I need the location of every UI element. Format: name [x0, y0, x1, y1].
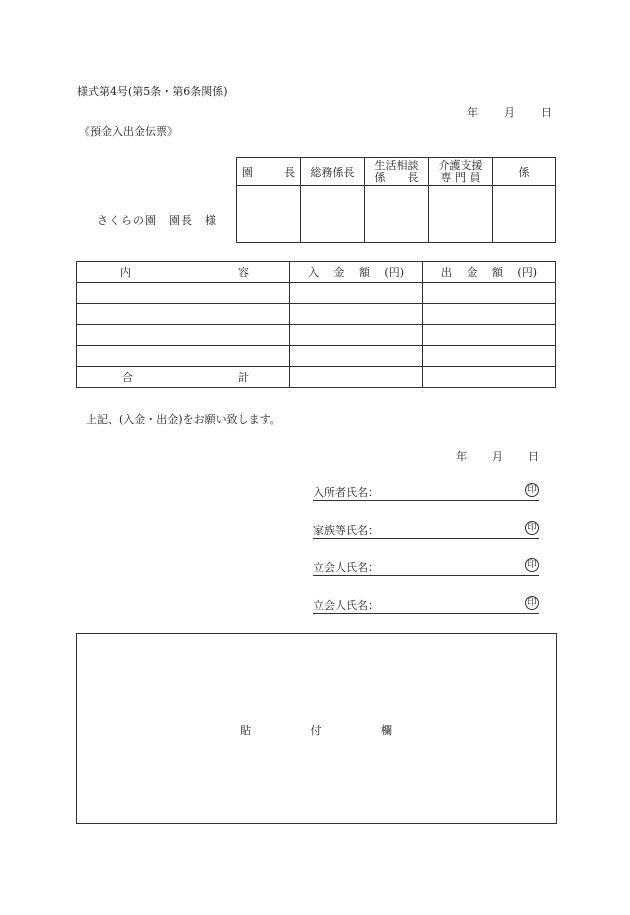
stamp-cell-staff[interactable] [493, 186, 556, 243]
withdrawal-header: 出 金 額 (円) [423, 262, 556, 283]
approval-header-director: 園 長 [237, 158, 301, 186]
seal-icon: 印 [525, 483, 539, 497]
approval-header-life-consultation: 生活相談 係 長 [365, 158, 429, 186]
paste-area [76, 633, 557, 824]
total-label: 合 計 [77, 367, 290, 388]
stamp-cell-life-consultation[interactable] [365, 186, 429, 243]
family-name-field[interactable] [313, 522, 539, 539]
addressee: さくらの園 園長 様 [97, 214, 217, 227]
withdrawal-total-cell[interactable] [423, 367, 556, 388]
table-row [77, 283, 556, 304]
table-row [77, 325, 556, 346]
witness-name-field-1[interactable] [313, 559, 539, 576]
withdrawal-cell[interactable] [423, 346, 556, 367]
deposit-header: 入 金 額 (円) [290, 262, 423, 283]
content-header: 内 容 [77, 262, 290, 283]
year-label: 年 [467, 106, 478, 119]
deposit-cell[interactable] [290, 304, 423, 325]
witness-name-label: 立会人氏名： [313, 599, 379, 612]
approval-table [236, 157, 556, 243]
approval-header-general-affairs: 総務係長 [301, 158, 365, 186]
deposit-cell[interactable] [290, 283, 423, 304]
deposit-cell[interactable] [290, 325, 423, 346]
request-text: 上記、(入金・出金)をお願い致します。 [86, 413, 281, 426]
date-fields-top [467, 104, 552, 120]
resident-name-field[interactable] [313, 484, 539, 501]
stamp-cell-care-support[interactable] [429, 186, 493, 243]
seal-icon: 印 [525, 558, 539, 572]
table-row [77, 304, 556, 325]
witness-name-label: 立会人氏名： [313, 561, 379, 574]
withdrawal-cell[interactable] [423, 283, 556, 304]
content-cell[interactable] [77, 304, 290, 325]
approval-header-staff: 係 [493, 158, 556, 186]
form-number: 様式第4号(第5条・第6条関係) [77, 85, 228, 98]
day-label: 日 [541, 106, 552, 119]
day-label: 日 [528, 450, 539, 463]
family-name-label: 家族等氏名： [313, 524, 379, 537]
stamp-cell-general-affairs[interactable] [301, 186, 365, 243]
month-label: 月 [504, 106, 515, 119]
seal-icon: 印 [525, 521, 539, 535]
content-cell[interactable] [77, 346, 290, 367]
total-row [77, 367, 556, 388]
year-label: 年 [456, 450, 467, 463]
seal-icon: 印 [525, 596, 539, 610]
slip-title: 《預金入出金伝票》 [79, 125, 178, 138]
withdrawal-cell[interactable] [423, 304, 556, 325]
approval-header-care-support: 介護支援 専 門 員 [429, 158, 493, 186]
ledger-header-row [77, 262, 556, 283]
month-label: 月 [492, 450, 503, 463]
date-fields-bottom [456, 448, 539, 464]
resident-name-label: 入所者氏名： [313, 486, 379, 499]
withdrawal-cell[interactable] [423, 325, 556, 346]
stamp-cell-director[interactable] [237, 186, 301, 243]
content-cell[interactable] [77, 283, 290, 304]
witness-name-field-2[interactable] [313, 597, 539, 614]
content-cell[interactable] [77, 325, 290, 346]
paste-area-label: 貼 付 欄 [240, 724, 392, 737]
table-row [77, 346, 556, 367]
deposit-total-cell[interactable] [290, 367, 423, 388]
ledger-table [76, 261, 556, 388]
deposit-cell[interactable] [290, 346, 423, 367]
